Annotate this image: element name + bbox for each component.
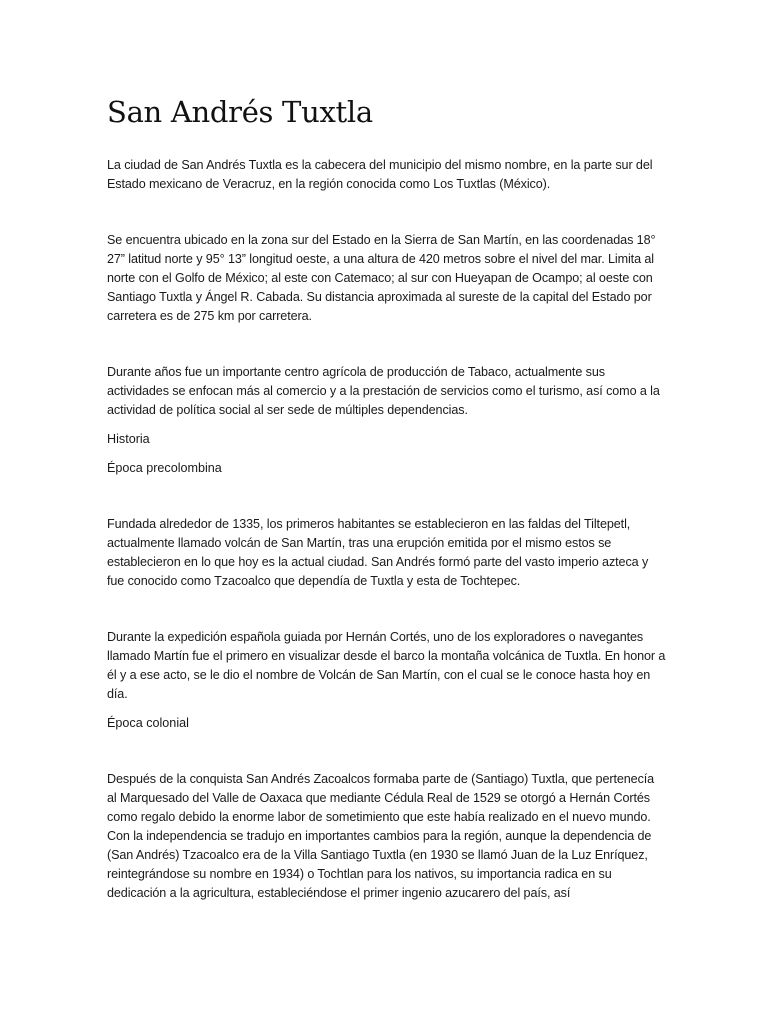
- paragraph-foundation: Fundada alrededor de 1335, los primeros habitantes se establecieron en las faldas del Tiltepetl, actualmente llamado volcán de San Martín, tras una erupción emitida por el mismo estos se establecieron en lo que hoy es la actual ciudad. San Andrés formó parte del vasto imperio azteca y fue conocido como Tzacoalco que dependía de Tuxtla y esta de Tochtepec.: [107, 517, 649, 588]
- heading-epoca-precolombina: Época precolombina: [107, 461, 222, 475]
- paragraph-colonial: Después de la conquista San Andrés Zacoalcos formaba parte de (Santiago) Tuxtla, que pertenecía al Marquesado del Valle de Oaxaca que mediante Cédula Real de 1529 se otorgó a Hernán Cortés como regalo debido la enorme labor de sometimiento que este había realizado en el nuevo mundo. Con la independencia se tradujo en importantes cambios para la región, aunque la dependencia de (San Andrés) Tzacoalco era de la Villa Santiago Tuxtla (en 1930 se llamó Juan de la Luz Enríquez, reintegrándose su nombre en 1934) o Tochtlan para los nativos, su importancia radica en su dedicación a la agricultura, estableciéndose el primer ingenio azucarero del país, así: [107, 772, 655, 900]
- paragraph-location: Se encuentra ubicado en la zona sur del Estado en la Sierra de San Martín, en las coordenadas 18° 27” latitud norte y 95° 13” longitud oeste, a una altura de 420 metros sobre el nivel del mar. Limita al norte con el Golfo de México; al este con Catemaco; al sur con Hueyapan de Ocampo; al oeste con Santiago Tuxtla y Ángel R. Cabada. Su distancia aproximada al sureste de la capital del Estado por carretera es de 275 km por carretera.: [107, 233, 656, 323]
- document-page: [107, 92, 667, 903]
- paragraph-expedition: Durante la expedición española guiada por Hernán Cortés, uno de los exploradores o navegantes llamado Martín fue el primero en visualizar desde el barco la montaña volcánica de Tuxtla. En honor a él y a ese acto, se le dio el nombre de Volcán de San Martín, con el cual se le conoce hasta hoy en día.: [107, 630, 666, 701]
- page-title: San Andrés Tuxtla: [107, 95, 373, 129]
- paragraph-economy: Durante años fue un importante centro agrícola de producción de Tabaco, actualmente sus actividades se enfocan más al comercio y a la prestación de servicios como el turismo, así como a la actividad de política social al ser sede de múltiples dependencias.: [107, 365, 660, 417]
- paragraph-intro: La ciudad de San Andrés Tuxtla es la cabecera del municipio del mismo nombre, en la parte sur del Estado mexicano de Veracruz, en la región conocida como Los Tuxtlas (México).: [107, 158, 653, 191]
- heading-epoca-colonial: Época colonial: [107, 716, 189, 730]
- heading-historia: Historia: [107, 432, 150, 446]
